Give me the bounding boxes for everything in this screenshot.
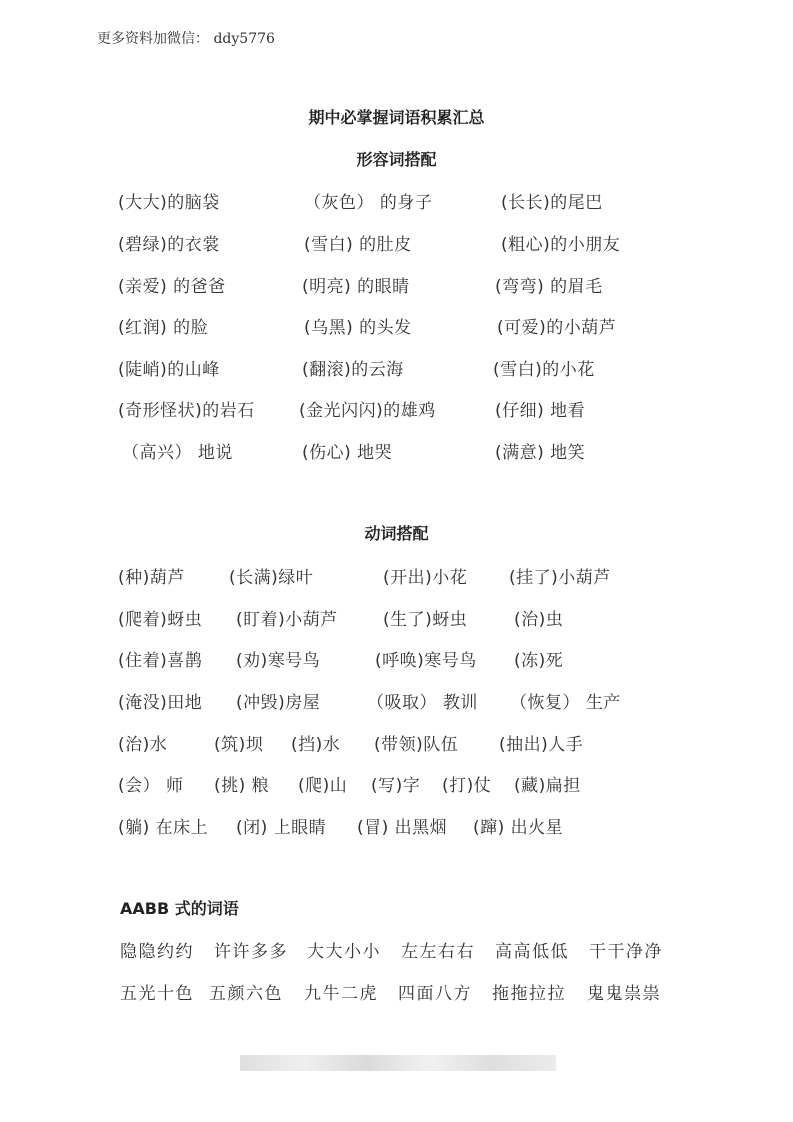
word: 左左右右 — [401, 942, 475, 962]
phrase: (红润) 的脸 — [118, 318, 209, 338]
phrase: (闭) 上眼睛 — [236, 818, 327, 838]
phrase: (雪白) 的肚皮 — [304, 235, 412, 255]
phrase: （灰色） 的身子 — [304, 193, 433, 213]
phrase: (打)仗 — [442, 776, 492, 796]
phrase: (乌黑) 的头发 — [304, 318, 412, 338]
phrase: (伤心) 地哭 — [302, 443, 393, 463]
phrase: (仔细) 地看 — [495, 401, 586, 421]
phrase: (冒) 出黑烟 — [357, 818, 448, 838]
word: 拖拖拉拉 — [492, 984, 566, 1004]
header-contact-note: 更多资料加微信： ddy5776 — [97, 31, 275, 47]
phrase: (可爱)的小葫芦 — [497, 318, 617, 338]
verb-row — [0, 605, 793, 629]
phrase: (奇形怪状)的岩石 — [118, 401, 255, 421]
word: 隐隐约约 — [120, 942, 194, 962]
phrase: (治)虫 — [514, 610, 564, 630]
adjective-row — [0, 313, 793, 337]
phrase: （吸取） 教训 — [367, 693, 478, 713]
phrase: (种)葫芦 — [118, 568, 185, 588]
adjective-row — [0, 438, 793, 462]
phrase: (爬)山 — [298, 776, 348, 796]
phrase: (筑)坝 — [214, 735, 264, 755]
word: 高高低低 — [495, 942, 569, 962]
phrase: (长长)的尾巴 — [501, 193, 603, 213]
verb-row — [0, 771, 793, 795]
phrase: (挑) 粮 — [214, 776, 270, 796]
word: 五颜六色 — [209, 984, 283, 1004]
phrase: (雪白)的小花 — [493, 360, 595, 380]
phrase: (藏)扁担 — [514, 776, 581, 796]
word: 许许多多 — [214, 942, 288, 962]
phrase: (盯着)小葫芦 — [236, 610, 338, 630]
phrase: (写)字 — [371, 776, 421, 796]
phrase: (躺) 在床上 — [118, 818, 209, 838]
phrase: （高兴） 地说 — [122, 443, 233, 463]
word: 五光十色 — [120, 984, 194, 1004]
phrase: (会） 师 — [118, 776, 184, 796]
word: 九牛二虎 — [304, 984, 378, 1004]
phrase: (抽出)人手 — [499, 735, 584, 755]
blurred-footer-strip — [240, 1055, 556, 1071]
verb-row — [0, 646, 793, 670]
adjective-row — [0, 355, 793, 379]
verb-row — [0, 688, 793, 712]
phrase: (蹿) 出火星 — [473, 818, 564, 838]
verb-section-title: 动词搭配 — [364, 524, 429, 543]
phrase: (翻滚)的云海 — [302, 360, 404, 380]
adjective-section-title: 形容词搭配 — [356, 150, 437, 169]
phrase: (陡峭)的山峰 — [118, 360, 220, 380]
word: 大大小小 — [307, 942, 381, 962]
phrase: (治)水 — [118, 735, 168, 755]
phrase: (金光闪闪)的雄鸡 — [299, 401, 436, 421]
phrase: (亲爱) 的爸爸 — [118, 277, 226, 297]
phrase: (生了)蚜虫 — [383, 610, 468, 630]
phrase: (劝)寒号鸟 — [236, 651, 321, 671]
phrase: (开出)小花 — [383, 568, 468, 588]
phrase: （恢复） 生产 — [510, 693, 621, 713]
adjective-row — [0, 188, 793, 212]
phrase: (明亮) 的眼睛 — [302, 277, 410, 297]
aabb-section-title: AABB 式的词语 — [120, 899, 239, 918]
phrase: (挂了)小葫芦 — [509, 568, 611, 588]
phrase: (长满)绿叶 — [229, 568, 314, 588]
phrase: (淹没)田地 — [118, 693, 203, 713]
verb-row — [0, 730, 793, 754]
adjective-row — [0, 272, 793, 296]
phrase: (呼唤)寒号鸟 — [375, 651, 477, 671]
phrase: (冻)死 — [514, 651, 564, 671]
word: 四面八方 — [398, 984, 472, 1004]
phrase: (碧绿)的衣裳 — [118, 235, 220, 255]
phrase: (弯弯) 的眉毛 — [495, 277, 603, 297]
verb-row — [0, 813, 793, 837]
aabb-row — [0, 937, 793, 961]
adjective-row — [0, 396, 793, 420]
adjective-row — [0, 230, 793, 254]
word: 鬼鬼祟祟 — [587, 984, 661, 1004]
phrase: (带领)队伍 — [374, 735, 459, 755]
word: 干干净净 — [589, 942, 663, 962]
phrase: (住着)喜鹊 — [118, 651, 203, 671]
verb-row — [0, 563, 793, 587]
phrase: (满意) 地笑 — [495, 443, 586, 463]
phrase: (大大)的脑袋 — [118, 193, 220, 213]
phrase: (冲毁)房屋 — [236, 693, 321, 713]
phrase: (粗心)的小朋友 — [501, 235, 621, 255]
aabb-row — [0, 979, 793, 1003]
phrase: (爬着)蚜虫 — [118, 610, 203, 630]
document-title: 期中必掌握词语积累汇总 — [308, 108, 485, 127]
phrase: (挡)水 — [291, 735, 341, 755]
